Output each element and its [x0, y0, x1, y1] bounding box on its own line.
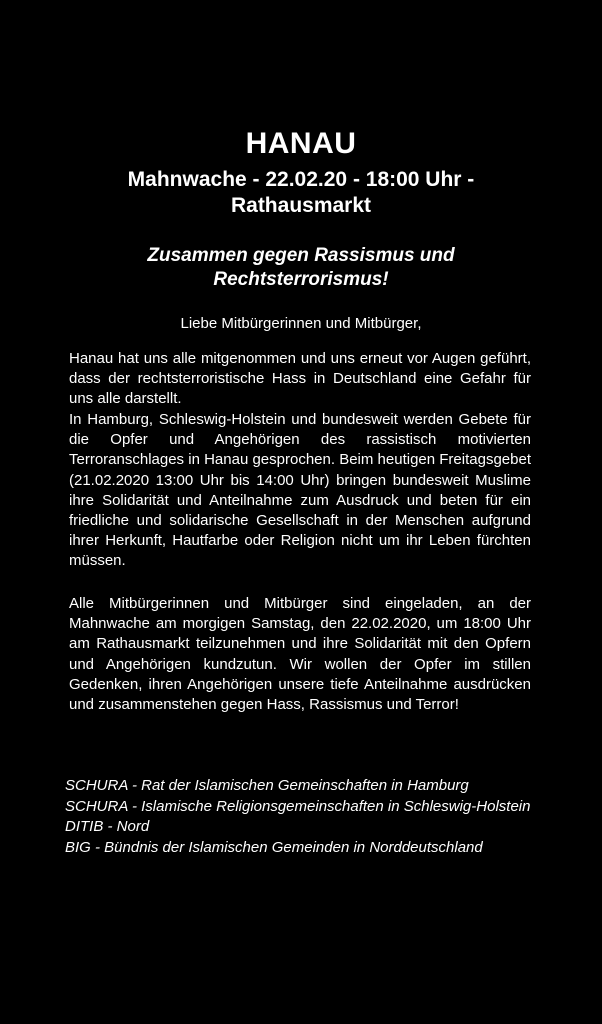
paragraph-intro: Hanau hat uns alle mitgenommen und uns erneut vor Augen geführt, dass der rechtsterroristische Hass in Deutschland eine Gefahr für uns alle darstellt. — [69, 350, 531, 408]
paragraph-invitation: Alle Mitbürgerinnen und Mitbürger sind eingeladen, an der Mahnwache am morgigen Samstag, den 22.02.2020, um 18:00 Uhr am Rathausmarkt teilzunehmen und ihre Solidarität mit den Opfern und Angehörigen kundzutun. Wir wollen der Opfer im stillen Gedenken, ihren Angehörigen unsere tiefe Anteilnahme ausdrücken und zusammenstehen gegen Hass, Rassismus und Terror! — [69, 595, 531, 714]
organization-item: DITIB - Nord — [65, 818, 150, 835]
organization-list — [65, 776, 545, 858]
salutation: Liebe Mitbürgerinnen und Mitbürger, — [180, 315, 422, 332]
page-title: HANAU — [245, 127, 357, 160]
motto-heading: Zusammen gegen Rassismus und Rechtsterrorismus! — [147, 245, 455, 290]
organization-item: SCHURA - Rat der Islamischen Gemeinschaften in Hamburg — [65, 777, 469, 794]
organization-item: BIG - Bündnis der Islamischen Gemeinden in Norddeutschland — [65, 838, 483, 856]
organization-item: SCHURA - Islamische Religionsgemeinschaften in Schleswig-Holstein — [65, 797, 531, 815]
event-subtitle: Mahnwache - 22.02.20 - 18:00 Uhr - Rathausmarkt — [127, 168, 475, 217]
paragraph-prayers: In Hamburg, Schleswig-Holstein und bundesweit werden Gebete für die Opfer und Angehörigen des rassistisch motivierten Terroranschlages in Hanau gesprochen. Beim heutigen Freitagsgebet (21.02.2020 13:00 Uhr bis 14:00 Uhr) bringen bundesweit Muslime ihre Solidarität und Anteilnahme zum Ausdruck und beten für ein friedliche und solidarische Gesellschaft in der Menschen aufgrund ihrer Herkunft, Hautfarbe oder Religion nicht um ihr Leben fürchten müssen. — [69, 411, 531, 570]
